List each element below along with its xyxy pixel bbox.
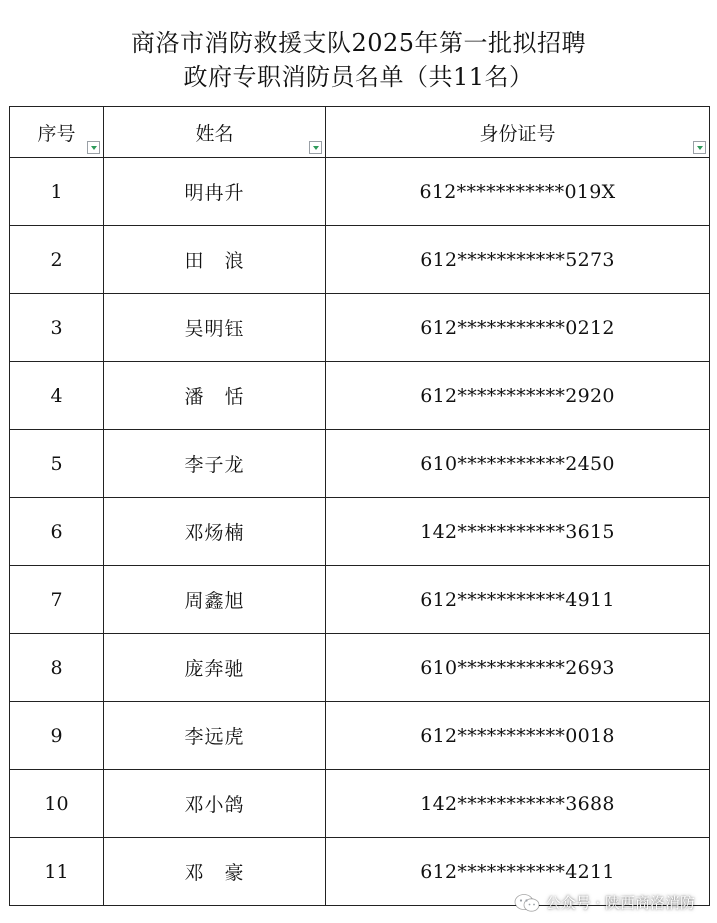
- header-row: [10, 107, 710, 158]
- cell-seq: 8: [10, 634, 104, 702]
- cell-id: 612***********4211: [326, 838, 710, 906]
- cell-name: 田 浪: [104, 226, 326, 294]
- cell-seq: 10: [10, 770, 104, 838]
- cell-id: 142***********3615: [326, 498, 710, 566]
- table-row: [10, 294, 710, 362]
- cell-seq: 7: [10, 566, 104, 634]
- cell-name: 邓小鸽: [104, 770, 326, 838]
- cell-seq: 6: [10, 498, 104, 566]
- table-row: [10, 158, 710, 226]
- cell-id: 610***********2450: [326, 430, 710, 498]
- filter-dropdown-icon[interactable]: [309, 141, 322, 154]
- table-row: [10, 362, 710, 430]
- cell-name: 李远虎: [104, 702, 326, 770]
- table-row: [10, 498, 710, 566]
- cell-name: 明冉升: [104, 158, 326, 226]
- cell-seq: 4: [10, 362, 104, 430]
- cell-seq: 3: [10, 294, 104, 362]
- header-name: [104, 107, 326, 158]
- cell-seq: 5: [10, 430, 104, 498]
- cell-name: 邓 豪: [104, 838, 326, 906]
- cell-name: 周鑫旭: [104, 566, 326, 634]
- filter-dropdown-icon[interactable]: [693, 141, 706, 154]
- roster-table: [9, 106, 710, 906]
- table-row: [10, 770, 710, 838]
- cell-seq: 1: [10, 158, 104, 226]
- cell-name: 邓炀楠: [104, 498, 326, 566]
- cell-name: 李子龙: [104, 430, 326, 498]
- watermark-text: 公众号 · 陕西商洛消防: [545, 894, 695, 912]
- header-id: [326, 107, 710, 158]
- cell-name: 吴明钰: [104, 294, 326, 362]
- cell-id: 612***********019X: [326, 158, 710, 226]
- cell-seq: 2: [10, 226, 104, 294]
- document-title: [0, 26, 717, 94]
- table-row: [10, 634, 710, 702]
- cell-id: 612***********2920: [326, 362, 710, 430]
- header-seq-label: 序号: [37, 122, 76, 145]
- cell-id: 612***********5273: [326, 226, 710, 294]
- cell-seq: 9: [10, 702, 104, 770]
- table-row: [10, 702, 710, 770]
- table-row: [10, 566, 710, 634]
- table-row: [10, 226, 710, 294]
- wechat-official-account-icon: [514, 893, 540, 913]
- cell-id: 610***********2693: [326, 634, 710, 702]
- header-seq: [10, 107, 104, 158]
- header-id-label: 身份证号: [479, 122, 556, 145]
- cell-name: 潘 恬: [104, 362, 326, 430]
- watermark: [514, 892, 695, 913]
- cell-id: 612***********0212: [326, 294, 710, 362]
- header-name-label: 姓名: [195, 122, 234, 145]
- title-line-1: 商洛市消防救援支队2025年第一批拟招聘: [130, 29, 587, 57]
- cell-id: 612***********4911: [326, 566, 710, 634]
- cell-name: 庞奔驰: [104, 634, 326, 702]
- cell-seq: 11: [10, 838, 104, 906]
- filter-dropdown-icon[interactable]: [87, 141, 100, 154]
- cell-id: 142***********3688: [326, 770, 710, 838]
- title-line-2: 政府专职消防员名单（共11名）: [183, 63, 534, 91]
- cell-id: 612***********0018: [326, 702, 710, 770]
- table-row: [10, 430, 710, 498]
